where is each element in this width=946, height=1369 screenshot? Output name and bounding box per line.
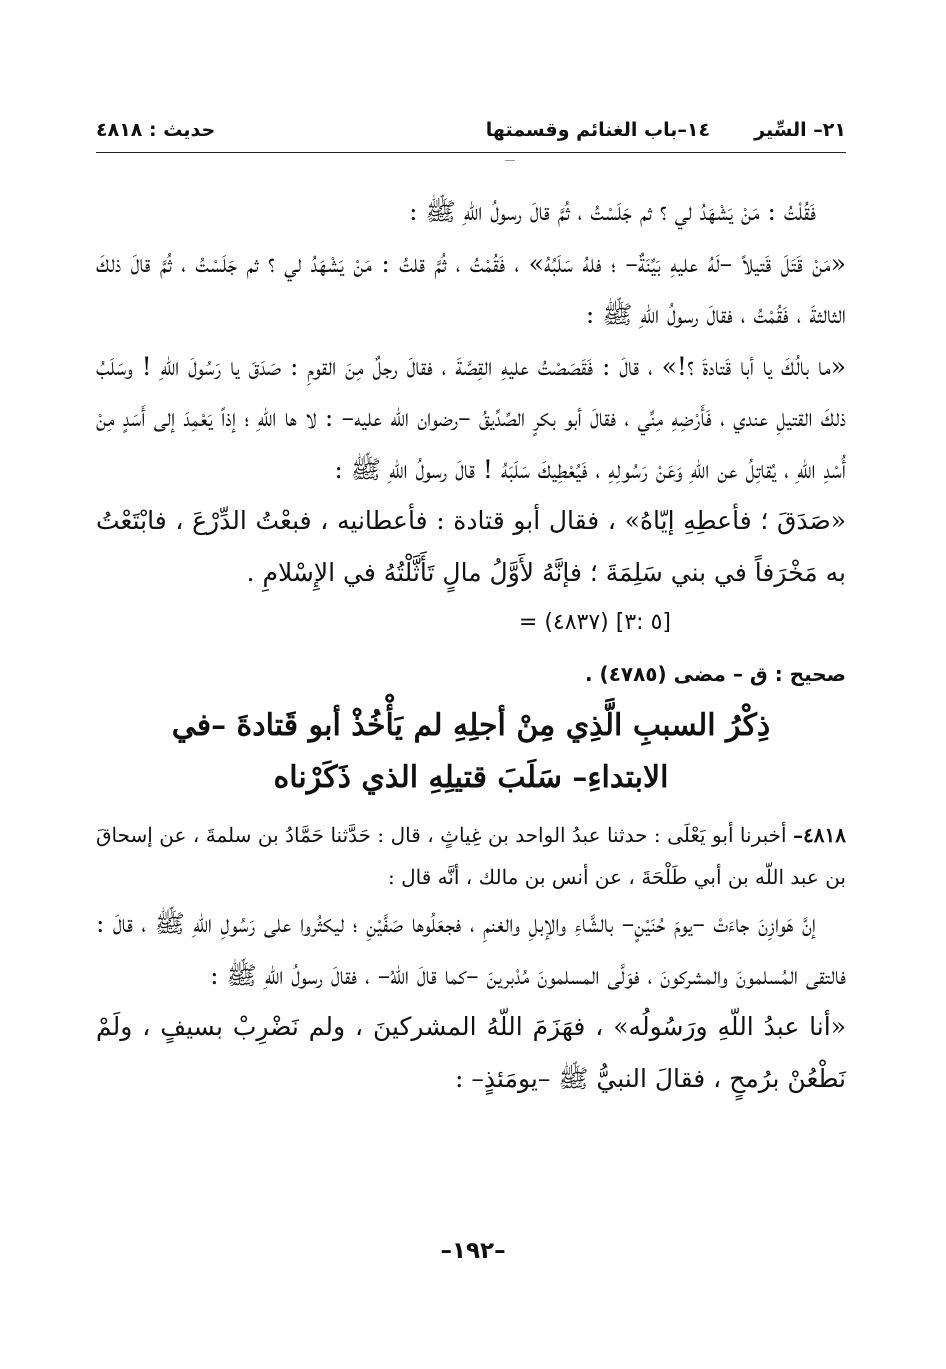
header-book-chapter bbox=[486, 119, 846, 141]
body-paragraph-2: «مَنْ قَتَلَ قَتيلاً –لَهُ عليهِ بَيِّنَةٌ– ؛ فلهُ سَلَبُهُ» ، فَقُمْتُ ، ثُمَّ قلتُ : مَنْ يَشْهَدُ لي ؟ ثم جَلَسْتُ ، ثُمَّ قالَ ذلكَ الثالثةَ ، فَقُمْتُ ، فقالَ رسولُ اللّهِ ﷺ : bbox=[96, 248, 846, 329]
hadith-isnad bbox=[96, 814, 846, 898]
body-paragraph-4: «صَدَقَ ؛ فأعطِهِ إيّاهُ» ، فقال أبو قتادة : فأعطانيه ، فبعْتُ الدِّرْعَ ، فابْتَعْتُ به مَخْرَفاً في بني سَلِمَةَ ؛ فإنَّهُ لأَوَّلُ مالٍ تَأَثَّلْتُهُ في الإِسْلامِ . bbox=[96, 506, 846, 587]
hadith-paragraph-1: إنَّ هَوازِنَ جاءَتْ –يومَ حُنَيْنٍ– بالشَّاءِ والإبلِ والغنمِ ، فجعَلُوها صَفَّيْنِ ؛ ليكثُروا على رَسُولِ اللّهِ ﷺ ، قالَ : فالتقى المُسلمونَ والمشركونَ ، فوَلَّى المسلمونَ مُدْبرينَ –كما قالَ اللّهُ– ، فقالَ رسولُ اللّهِ ﷺ : bbox=[96, 909, 846, 990]
header-mark bbox=[505, 160, 515, 161]
header-hadith-ref: حديث : ٤٨١٨ bbox=[96, 119, 216, 141]
header-chapter: ١٤–باب الغنائم وقسمتها bbox=[485, 119, 711, 141]
body-paragraph-3: «ما بالُكَ يا أبا قَتادةَ ؟!» ، قالَ : فَقَصَصْتُ عليهِ القِصَّةَ ، فقالَ رجلٌ مِنَ القومِ : صَدَقَ يا رَسُولَ اللّهِ ! وسَلَبُ ذلكَ القتيلِ عندي ، فَأَرْضِهِ مِنِّي ، فقالَ أبو بكرٍ الصِّدِّيقُ –رضوان اللّه عليه– : لا ها اللّهِ ؛ إذاً يَعْمِدَ إلى أَسَدٍ مِنْ أُسْدِ اللّهِ ، يُقاتِلُ عن اللّهِ وَعَنْ رَسُولِهِ ، فَيُعْطِيكَ سَلَبَهُ ! قالَ رسولُ اللّهِ ﷺ : bbox=[96, 351, 846, 484]
header-rule bbox=[96, 152, 846, 153]
body-paragraph-1: فَقُلْتُ : مَنْ يَشْهَدُ لي ؟ ثم جَلَسْتُ ، ثُمَّ قالَ رسولُ اللّهِ ﷺ : bbox=[409, 197, 816, 226]
hadith-number: ٤٨١٨– bbox=[793, 823, 846, 847]
cross-reference-text: = (٤٨٣٧) [٥ :٣] bbox=[518, 610, 671, 635]
hadith-paragraph-2: «أنا عبدُ اللّهِ ورَسُولُه» ، فهَزَمَ اللّهُ المشركينَ ، ولم نَضْرِبْ بسيفٍ ، ولَمْ نَطْعُنْ برُمحٍ ، فقالَ النبيُّ ﷺ –يومَئذٍ– : bbox=[96, 1012, 846, 1093]
page-body bbox=[96, 186, 846, 1104]
section-title: ذِكْرُ السببِ الَّذِي مِنْ أجلِهِ لم يَأْخُذْ أبو قَتادةَ –في الابتداءِ– سَلَبَ قتيلِهِ الذي ذَكَرْناه bbox=[171, 708, 771, 795]
running-header bbox=[96, 110, 846, 150]
hadith-grade: صحيح : ق – مضى (٤٧٨٥) . bbox=[584, 662, 846, 686]
cross-reference bbox=[96, 598, 846, 648]
page-number: –١٩٢– bbox=[440, 1238, 506, 1264]
hadith-isnad-text: أخبرنا أبو يَعْلَى : حدثنا عبدُ الواحد بن غِياثٍ ، قال : حَدَّثنا حَمَّادُ بن سلمةَ ، عن إسحاقَ بن عبد اللّه بن أبي طَلْحَةَ ، عن أنس بن مالك ، أنَّه قال : bbox=[96, 823, 846, 889]
header-book: ٢١– السِّير bbox=[754, 119, 846, 141]
